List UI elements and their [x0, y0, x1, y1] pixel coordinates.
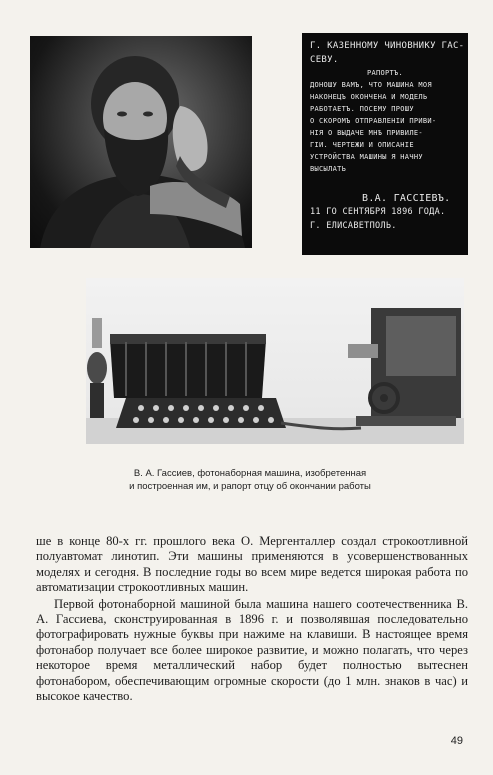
report-line: РАБОТАЕТЪ. ПОСЕМУ ПРОШУ [310, 105, 414, 113]
machine-photo [86, 278, 464, 444]
report-line: ГІИ. ЧЕРТЕЖИ И ОПИСАНІЕ [310, 141, 414, 149]
portrait-photo [30, 36, 252, 248]
report-line: ВЫСЫЛАТЬ [310, 165, 347, 173]
paragraph: Первой фотонаборной машиной была машина нашего соотечественника В. А. Гассиева, сконструированная в 1896 г. и позволявшая последовательно фотографировать нужные буквы при нажиме на клавиши. В настоящее время фотонабор получает все более широкое развитие, и можно полагать, что через некоторое время металлический набор будет полностью вытеснен фотонабором, обеспечивающим огромные скорости (до 1 млн. знаков в час) и высокое качество. [36, 596, 468, 704]
report-line: РАПОРТЪ. [366, 69, 404, 77]
report-place: Г. ЕЛИСАВЕТПОЛЬ. [310, 221, 397, 231]
report-line: НАКОНЕЦЪ ОКОНЧЕНА И МОДЕЛЬ [310, 93, 428, 101]
report-line: НІЯ О ВЫДАЧЕ МНѢ ПРИВИЛЕ- [310, 129, 423, 137]
body-text [36, 534, 468, 704]
caption-line: и построенная им, и рапорт отцу об окончании работы [129, 481, 371, 492]
report-line: СЕВУ. [310, 55, 339, 65]
report-signature: В.А. ГАССІЕВЪ. [362, 193, 451, 204]
figure-caption [60, 467, 440, 493]
report-line: О СКОРОМЪ ОТПРАВЛЕНІИ ПРИВИ- [310, 117, 437, 125]
report-line: УСТРОЙСТВА МАШИНЫ Я НАЧНУ [310, 153, 423, 161]
report-document-image [302, 33, 468, 255]
report-date: 11 ГО СЕНТЯБРЯ 1896 ГОДА. [310, 207, 446, 217]
report-line: ДОНОШУ ВАМЪ, ЧТО МАШИНА МОЯ [310, 81, 432, 89]
report-line: Г. КАЗЕННОМУ ЧИНОВНИКУ ГАС- [310, 41, 465, 51]
caption-line: В. А. Гассиев, фотонаборная машина, изобретенная [133, 468, 367, 479]
paragraph: ше в конце 80-х гг. прошлого века О. Мергенталлер создал строкоотливной полуавтомат линотип. Эти машины применяются в усовершенствованных моделях и сегодня. В последние годы во всем мире ведется широкая работа по автоматизации строкоотливных машин. [36, 534, 468, 595]
page-number: 49 [450, 735, 463, 747]
